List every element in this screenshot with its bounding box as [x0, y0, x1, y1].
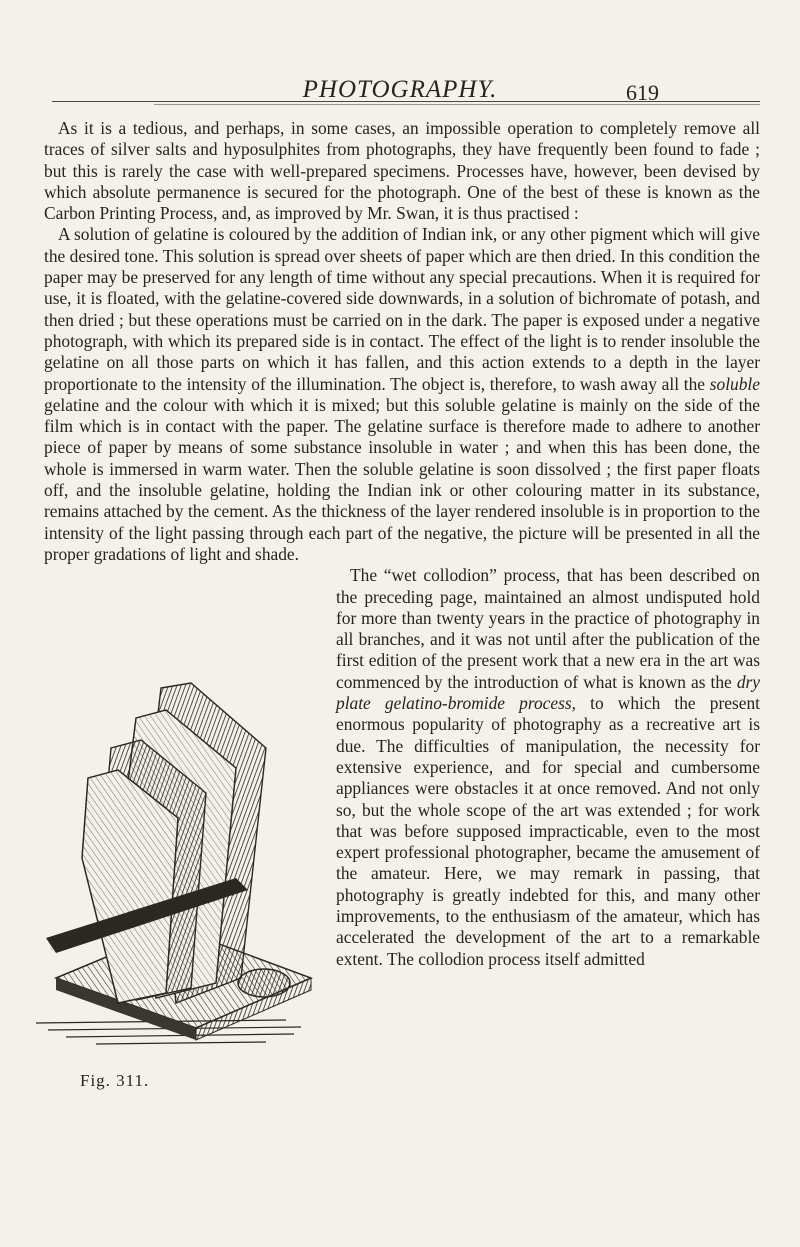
running-title: PHOTOGRAPHY. [302, 76, 498, 103]
italic-soluble: soluble [709, 373, 760, 394]
italic-dry-plate: dry plate gelatino-bromide process, [336, 671, 760, 714]
paragraph-3-text-b: to which the present enormous popularity of photography as a recreative art is due. The difficulties of manipulation, the necessity for extensive experience, and for special and cumbersome appliances were obstacles it at once removed. And not only so, but the whole scope of the art was extended ; for work that was before supposed impracticable, even to the most expert professional photographer, became the amusement of the amateur. Here, we may remark in passing, that photography is greatly indebted for this, and many other improvements, to the enthusiasm of the amateur, which has accelerated the development of the art to a remarkable extent. The collodion process itself admitted [336, 693, 760, 969]
paragraph-2-text-b: gelatine and the colour with which it is mixed; but this soluble gelatine is mainly on the side of the film which is in contact with the paper. The gelatine surface is therefore made to adhere to another piece of paper by means of some substance insoluble in water ; and when this has been done, the whole is immersed in warm water. Then the soluble gelatine is soon dissolved ; the first paper floats off, and the insoluble gelatine, holding the Indian ink or other colouring matter in its substance, remains attached by the cement. As the thickness of the layer rendered insoluble is in proportion to the intensity of the light passing through each part of the negative, the picture will be presented in all the proper gradations of light and shade. [44, 394, 760, 564]
paragraph-2 [44, 224, 760, 565]
paragraph-2-text-a: A solution of gelatine is coloured by the addition of Indian ink, or any other pigment which will give the desired tone. This solution is spread over sheets of paper which are then dried. In this condition the paper may be preserved for any length of time without any special precautions. When it is required for use, it is floated, with the gelatine-covered side downwards, in a solution of bichromate of potash, and then dried ; but these operations must be carried on in the dark. The paper is exposed under a negative photograph, with which its prepared side is in contact. The effect of the light is to render insoluble the gelatine on all those parts on which it has fallen, and this action extends to a depth in the layer proportionate to the intensity of the illumination. The object is, therefore, to wash away all the [44, 224, 760, 394]
figure-caption: Fig. 311. [80, 1071, 150, 1090]
header-rule [52, 101, 760, 102]
paragraph-1: As it is a tedious, and perhaps, in some cases, an impossible operation to completely remove all traces of silver salts and hyposulphites from photographs, they have frequently been found to fade ; but this is rarely the case with well-prepared specimens. Processes have, however, been devised by which absolute permanence is secured for the photograph. One of the best of these is known as the Carbon Printing Process, and, as improved by Mr. Swan, it is thus practised : [44, 118, 760, 224]
paragraph-3 [44, 565, 760, 970]
figure-float-space [44, 567, 336, 1003]
paragraph-3-text-a: The “wet collodion” process, that has been described on the preceding page, maintained an almost undisputed hold for more than twenty years in the practice of photography in all branches, and it was not until after the publication of the first edition of the present work that a new era in the art was commenced by the introduction of what is known as the [336, 565, 760, 692]
header-rule-thin [154, 104, 760, 105]
page-number: 619 [626, 80, 659, 105]
body-text [44, 118, 760, 1003]
